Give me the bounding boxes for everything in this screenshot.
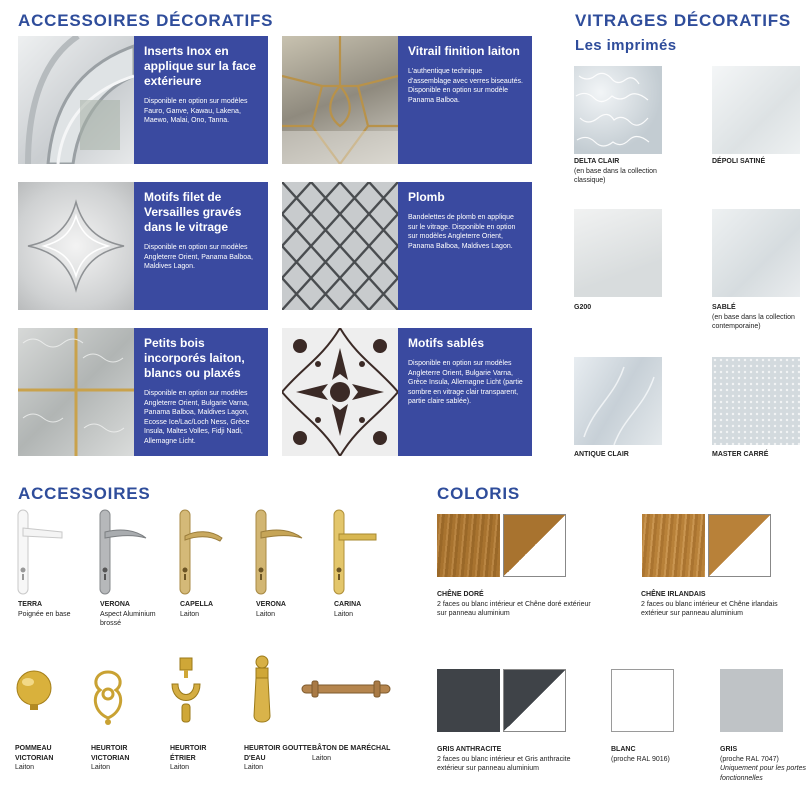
vitrage-note: (en base dans la collection classique) xyxy=(574,167,657,184)
section-title-coloris: COLORIS xyxy=(437,484,521,503)
accessoire-name: POMMEAU VICTORIAN xyxy=(15,745,54,762)
coloris-name: GRIS xyxy=(720,746,738,753)
vitrage-label-delta-clair xyxy=(574,157,669,186)
coloris-desc: (proche RAL 7047) xyxy=(720,755,779,763)
vitrage-name: ANTIQUE CLAIR xyxy=(574,451,629,458)
vitrage-name: DÉPOLI SATINÉ xyxy=(712,158,766,165)
card-text: Disponible en option sur modèles Angleterre Orient, Bulgarie Varna, Panama Balboa, Maldives Lagon, Ecosse Ice/Lac/Loch Ness, Grèce Insula, Maltes Volles, Fidji Nadi, Allemagne Licht. xyxy=(144,390,250,445)
accessoire-name: HEURTOIR GOUTTE D'EAU xyxy=(244,745,312,762)
filet-versailles-photo xyxy=(18,182,134,310)
petits-bois-photo xyxy=(18,328,134,456)
card-inserts-inox xyxy=(134,36,268,164)
coloris-swatch-chene-irlandais-outside xyxy=(642,514,705,577)
accessoire-name: BÂTON DE MARÉCHAL xyxy=(312,745,391,752)
coloris-name: CHÊNE IRLANDAIS xyxy=(641,591,706,598)
accessoire-label-heurtoir-goutte-deau xyxy=(244,744,312,773)
vitrail-photo xyxy=(282,36,398,164)
card-text: Disponible en option sur modèles Angleterre Orient, Panama Balboa, Maldives Lagon. xyxy=(144,244,253,271)
accessoire-label-heurtoir-victorian xyxy=(91,744,151,773)
inserts-inox-photo xyxy=(18,36,134,164)
handle-capella-image xyxy=(176,508,232,598)
vitrage-swatch-sable xyxy=(712,209,800,297)
card-title: Petits bois incorporés laiton, blancs ou plaxés xyxy=(144,336,245,380)
section-title-accessoires: ACCESSOIRES xyxy=(18,484,151,503)
coloris-label-chene-irlandais xyxy=(641,590,791,619)
vitrage-swatch-g200 xyxy=(574,209,662,297)
vitrage-label-sable xyxy=(712,303,807,332)
motifs-sables-photo xyxy=(282,328,398,456)
accessoire-name: CAPELLA xyxy=(180,601,214,608)
accessoire-label-verona-laiton xyxy=(256,600,286,619)
card-title: Inserts Inox en applique sur la face extérieure xyxy=(144,44,257,88)
card-filet-versailles xyxy=(134,182,268,310)
coloris-swatch-blanc xyxy=(611,669,674,732)
handle-carina-image xyxy=(330,508,386,598)
coloris-label-gris xyxy=(720,745,808,783)
vitrage-label-antique-clair xyxy=(574,450,669,460)
accessoire-label-carina xyxy=(334,600,361,619)
heurtoir-etrier-image xyxy=(166,656,206,726)
card-text: L'authentique technique d'assemblage avec verres biseautés. Disponible en option sur modèle Panama Balboa. xyxy=(408,68,523,104)
accessoire-label-baton-de-marechal xyxy=(312,744,412,763)
accessoire-label-pommeau-victorian xyxy=(15,744,75,773)
card-text: Disponible en option sur modèles Fauro, Ganve, Kawau, Lakena, Maewo, Malai, Ono, Tanna. xyxy=(144,98,248,125)
coloris-name: GRIS ANTHRACITE xyxy=(437,746,502,753)
accessoire-desc: Aspect Aluminium brossé xyxy=(100,610,156,627)
vitrage-name: DELTA CLAIR xyxy=(574,158,620,165)
coloris-desc: (proche RAL 9016) xyxy=(611,755,670,763)
coloris-name: CHÊNE DORÉ xyxy=(437,591,484,598)
accessoire-label-terra xyxy=(18,600,71,619)
vitrage-name: MASTER CARRÉ xyxy=(712,451,769,458)
accessoire-name: HEURTOIR ÉTRIER xyxy=(170,745,207,762)
accessoire-name: TERRA xyxy=(18,601,43,608)
accessoire-label-capella xyxy=(180,600,213,619)
coloris-desc: 2 faces ou blanc intérieur et Chêne doré extérieur sur panneau aluminium xyxy=(437,600,591,617)
pommeau-victorian-image xyxy=(12,668,56,712)
accessoire-desc: Laiton xyxy=(312,754,332,762)
heurtoir-victorian-image xyxy=(88,668,128,726)
accessoire-desc: Laiton xyxy=(180,610,200,618)
accessoire-label-heurtoir-etrier xyxy=(170,744,230,773)
coloris-swatch-gris-anthracite-inside xyxy=(503,669,566,732)
accessoire-desc: Poignée en base xyxy=(18,610,71,618)
card-vitrail xyxy=(398,36,532,164)
vitrage-swatch-depoli-satine xyxy=(712,66,800,154)
accessoire-desc: Laiton xyxy=(170,764,190,771)
coloris-note: Uniquement pour les portes fonctionnelles xyxy=(720,765,806,782)
coloris-desc: 2 faces ou blanc intérieur et Chêne irlandais extérieur sur panneau aluminium xyxy=(641,600,778,617)
vitrage-swatch-master-carre xyxy=(712,357,800,445)
card-motifs-sables xyxy=(398,328,532,456)
coloris-swatch-gris-anthracite-outside xyxy=(437,669,500,732)
accessoire-name: CARINA xyxy=(334,601,362,608)
handle-verona-alu-image xyxy=(96,508,152,598)
accessoire-name: HEURTOIR VICTORIAN xyxy=(91,745,130,762)
card-title: Motifs filet de Versailles gravés dans le vitrage xyxy=(144,190,242,234)
handle-terra-image xyxy=(14,508,70,598)
coloris-name: BLANC xyxy=(611,746,636,753)
card-title: Vitrail finition laiton xyxy=(408,44,520,58)
accessoire-desc: Laiton xyxy=(91,764,111,771)
vitrage-note: (en base dans la collection contemporaine) xyxy=(712,313,795,330)
coloris-swatch-chene-dore-outside xyxy=(437,514,500,577)
accessoire-desc: Laiton xyxy=(334,610,354,618)
section-title-accessoires-decoratifs: ACCESSOIRES DÉCORATIFS xyxy=(18,11,274,30)
vitrage-name: G200 xyxy=(574,304,592,311)
coloris-label-blanc xyxy=(611,745,701,764)
accessoire-label-verona-alu xyxy=(100,600,160,629)
coloris-swatch-gris xyxy=(720,669,783,732)
coloris-swatch-chene-irlandais-inside xyxy=(708,514,771,577)
section-subtitle-imprimes: Les imprimés xyxy=(575,37,677,54)
vitrage-label-g200 xyxy=(574,303,669,313)
card-text: Bandelettes de plomb en applique sur le vitrage. Disponible en option sur modèles Angleterre Orient, Panama Balboa, Maldives Lagon. xyxy=(408,214,516,250)
vitrage-swatch-delta-clair xyxy=(574,66,662,154)
accessoire-name: VERONA xyxy=(256,601,286,608)
accessoire-desc: Laiton xyxy=(256,610,276,618)
coloris-desc: 2 faces ou blanc intérieur et Gris anthracite extérieur sur panneau aluminium xyxy=(437,755,571,772)
accessoire-name: VERONA xyxy=(100,601,130,608)
baton-de-marechal-image xyxy=(298,680,394,698)
accessoire-desc: Laiton xyxy=(244,764,264,771)
coloris-swatch-chene-dore-inside xyxy=(503,514,566,577)
vitrage-label-master-carre xyxy=(712,450,807,460)
handle-verona-laiton-image xyxy=(252,508,308,598)
vitrage-name: SABLÉ xyxy=(712,304,736,311)
section-title-vitrages: VITRAGES DÉCORATIFS xyxy=(575,11,792,30)
vitrage-label-depoli-satine xyxy=(712,157,807,167)
heurtoir-goutte-deau-image xyxy=(246,654,278,728)
card-plomb xyxy=(398,182,532,310)
card-title: Plomb xyxy=(408,190,445,204)
plomb-photo xyxy=(282,182,398,310)
card-petits-bois xyxy=(134,328,268,456)
accessoire-desc: Laiton xyxy=(15,764,35,771)
coloris-label-gris-anthracite xyxy=(437,745,577,774)
card-text: Disponible en option sur modèles Angleterre Orient, Bulgarie Varna, Grèce Insula, Allemagne Licht (partie sombre en vitrage clair transparent, partie claire sablée). xyxy=(408,360,523,406)
coloris-label-chene-dore xyxy=(437,590,597,619)
card-title: Motifs sablés xyxy=(408,336,485,350)
vitrage-swatch-antique-clair xyxy=(574,357,662,445)
